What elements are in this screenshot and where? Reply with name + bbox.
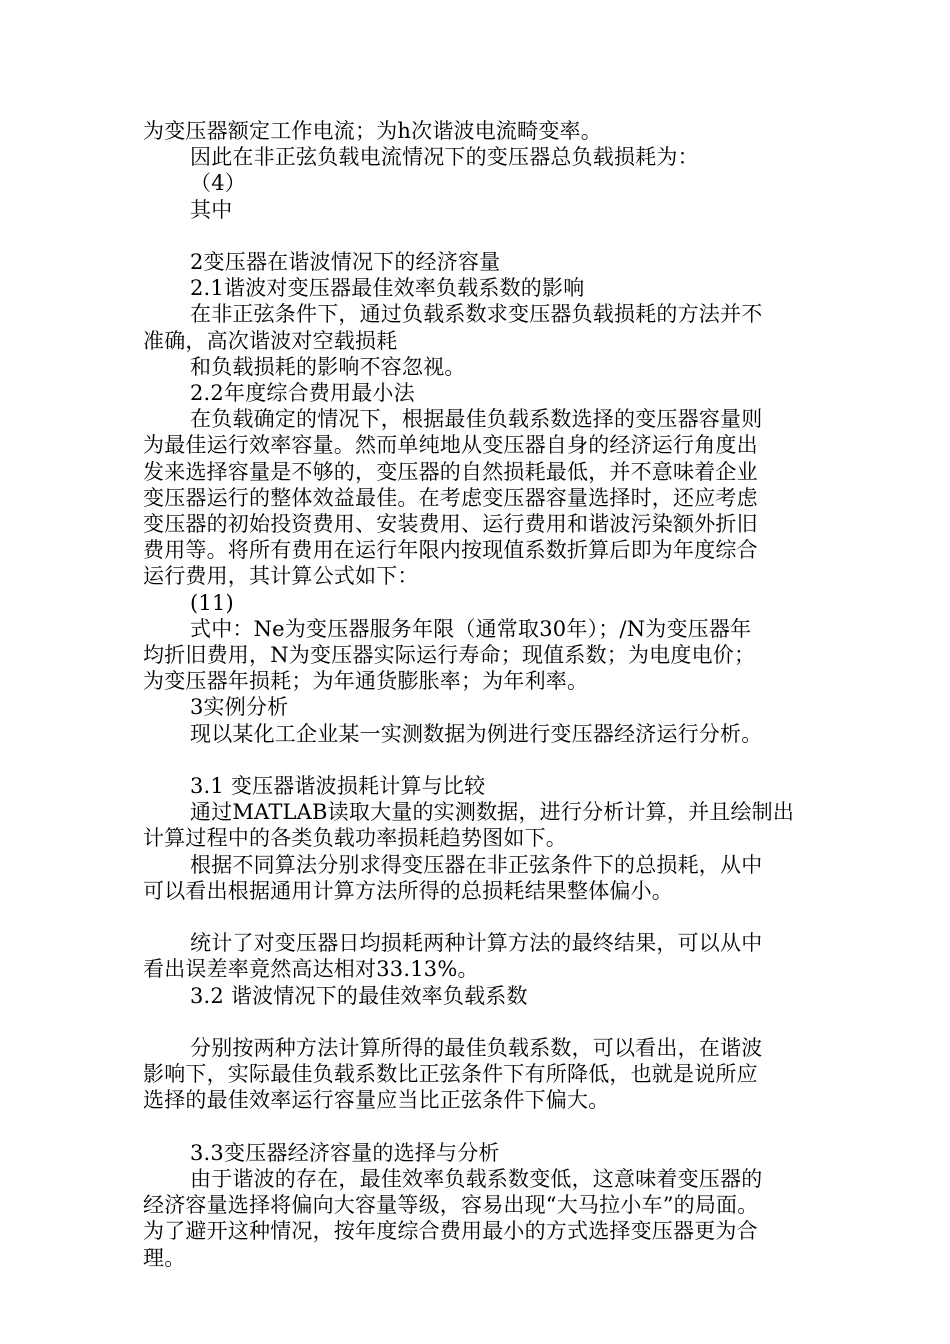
text-line: 运行费用，其计算公式如下： bbox=[143, 564, 419, 589]
blank-line bbox=[143, 747, 808, 773]
text-line: 理。 bbox=[143, 1245, 186, 1270]
text-line: 2.1谐波对变压器最佳效率负载系数的影响 bbox=[190, 276, 585, 301]
text-line: 因此在非正弦负载电流情况下的变压器总负载损耗为： bbox=[190, 145, 699, 170]
text-line: 2变压器在谐波情况下的经济容量 bbox=[190, 250, 501, 274]
text-line: 均折旧费用，N为变压器实际运行寿命；现值系数；为电度电价； bbox=[143, 643, 756, 668]
blank-line bbox=[143, 1114, 808, 1140]
text-line: 经济容量选择将偏向大容量等级，容易出现“大马拉小车”的局面。 bbox=[143, 1193, 759, 1218]
text-line: 通过MATLAB读取大量的实测数据，进行分析计算，并且绘制出 bbox=[190, 800, 795, 825]
text-line: 准确，高次谐波对空载损耗 bbox=[143, 328, 398, 353]
text-line: 式中：Ne为变压器服务年限（通常取30年）；/N为变压器年 bbox=[190, 616, 752, 641]
text-line: 现以某化工企业某一实测数据为例进行变压器经济运行分析。 bbox=[190, 721, 763, 746]
text-line: 可以看出根据通用计算方法所得的总损耗结果整体偏小。 bbox=[143, 878, 673, 903]
text-line: 和负载损耗的影响不容忽视。 bbox=[190, 354, 466, 379]
text-line: 为最佳运行效率容量。然而单纯地从变压器自身的经济运行角度出 bbox=[143, 433, 758, 458]
text-line: 2.2年度综合费用最小法 bbox=[190, 381, 415, 406]
text-line: 3.1 变压器谐波损耗计算与比较 bbox=[190, 774, 486, 799]
text-line: 变压器的初始投资费用、安装费用、运行费用和谐波污染额外折旧 bbox=[143, 512, 758, 537]
text-line: 3.2 谐波情况下的最佳效率负载系数 bbox=[190, 983, 528, 1008]
text-line: 为了避开这种情况，按年度综合费用最小的方式选择变压器更为合 bbox=[143, 1219, 758, 1244]
document-body bbox=[143, 118, 808, 1271]
text-line: (11) bbox=[190, 590, 234, 615]
text-line: 发来选择容量是不够的，变压器的自然损耗最低，并不意味着企业 bbox=[143, 459, 758, 484]
text-line: 费用等。将所有费用在运行年限内按现值系数折算后即为年度综合 bbox=[143, 538, 758, 563]
text-line: 计算过程中的各类负载功率损耗趋势图如下。 bbox=[143, 826, 567, 851]
text-line: 由于谐波的存在，最佳效率负载系数变低，这意味着变压器的 bbox=[190, 1167, 763, 1192]
text-line: 统计了对变压器日均损耗两种计算方法的最终结果，可以从中 bbox=[190, 931, 763, 956]
text-line: 变压器运行的整体效益最佳。在考虑变压器容量选择时，还应考虑 bbox=[143, 485, 758, 510]
text-line: 在非正弦条件下，通过负载系数求变压器负载损耗的方法并不 bbox=[190, 302, 763, 327]
text-line: 选择的最佳效率运行容量应当比正弦条件下偏大。 bbox=[143, 1088, 610, 1113]
text-line: 其中 bbox=[190, 197, 233, 222]
text-line: （4） bbox=[190, 171, 246, 196]
text-line: 在负载确定的情况下，根据最佳负载系数选择的变压器容量则 bbox=[190, 407, 763, 432]
text-line: 为变压器年损耗；为年通货膨胀率；为年利率。 bbox=[143, 669, 589, 694]
blank-line bbox=[143, 223, 808, 249]
blank-line bbox=[143, 904, 808, 930]
text-line: 为变压器额定工作电流；为h次谐波电流畸变率。 bbox=[143, 119, 602, 143]
text-line: 根据不同算法分别求得变压器在非正弦条件下的总损耗，从中 bbox=[190, 852, 763, 877]
text-line: 3.3变压器经济容量的选择与分析 bbox=[190, 1140, 500, 1165]
blank-line bbox=[143, 1009, 808, 1035]
text-line: 分别按两种方法计算所得的最佳负载系数，可以看出，在谐波 bbox=[190, 1036, 763, 1061]
text-line: 看出误差率竟然高达相对33.13%。 bbox=[143, 957, 479, 982]
text-line: 影响下，实际最佳负载系数比正弦条件下有所降低，也就是说所应 bbox=[143, 1062, 758, 1087]
text-line: 3实例分析 bbox=[190, 695, 289, 720]
